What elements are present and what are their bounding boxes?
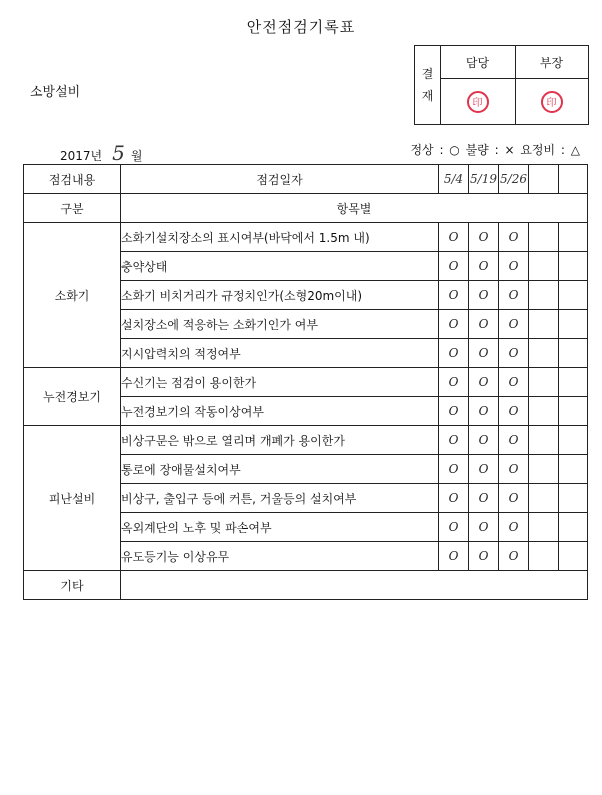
table-row [24, 368, 588, 397]
check-mark [529, 339, 559, 368]
check-mark: O [499, 484, 529, 513]
check-mark [529, 397, 559, 426]
check-mark: O [439, 542, 469, 571]
check-mark [529, 426, 559, 455]
check-mark [559, 397, 588, 426]
check-mark [529, 368, 559, 397]
check-item: 지시압력치의 적정여부 [121, 339, 439, 368]
check-mark [529, 223, 559, 252]
approval-col-director [515, 46, 588, 124]
check-mark [559, 426, 588, 455]
approval-col2-header: 부장 [515, 46, 588, 79]
check-mark: O [439, 310, 469, 339]
check-mark [529, 455, 559, 484]
check-item: 충약상태 [121, 252, 439, 281]
check-mark: O [499, 368, 529, 397]
other-notes-area [121, 571, 588, 600]
check-mark: O [439, 252, 469, 281]
check-mark: O [499, 397, 529, 426]
date-cell: 5/19 [469, 165, 499, 194]
check-mark [529, 484, 559, 513]
check-mark [559, 455, 588, 484]
check-item: 누전경보기의 작동이상여부 [121, 397, 439, 426]
check-mark [559, 281, 588, 310]
check-mark: O [499, 542, 529, 571]
date-cell [529, 165, 559, 194]
check-mark: O [469, 223, 499, 252]
check-item: 수신기는 점검이 용이한가 [121, 368, 439, 397]
check-mark: O [499, 513, 529, 542]
date-cell [559, 165, 588, 194]
date-cell: 5/4 [439, 165, 469, 194]
approval-col-manager [440, 46, 516, 124]
approval-side-label-1: 결 [421, 67, 434, 81]
seal-stamp-icon: 印 [467, 91, 489, 113]
check-mark [559, 252, 588, 281]
check-mark [529, 542, 559, 571]
check-mark: O [469, 426, 499, 455]
inspection-table [23, 164, 588, 600]
check-mark: O [499, 252, 529, 281]
table-row [24, 223, 588, 252]
inspection-subject: 소방설비 [30, 85, 81, 100]
page-title: 안전점검기록표 [246, 18, 356, 36]
items-header: 항목별 [121, 194, 588, 223]
check-mark: O [439, 426, 469, 455]
check-item: 소화기설치장소의 표시여부(바닥에서 1.5m 내) [121, 223, 439, 252]
check-mark: O [469, 542, 499, 571]
check-mark: O [469, 252, 499, 281]
check-item: 비상구, 출입구 등에 커튼, 거울등의 설치여부 [121, 484, 439, 513]
check-mark [559, 223, 588, 252]
check-mark: O [469, 455, 499, 484]
year: 2017년 [60, 149, 103, 163]
check-mark: O [499, 426, 529, 455]
check-mark [529, 281, 559, 310]
check-item: 소화기 비치거리가 규정치인가(소형20m이내) [121, 281, 439, 310]
check-item: 통로에 장애물설치여부 [121, 455, 439, 484]
month-suffix: 월 [130, 149, 143, 163]
check-mark [529, 513, 559, 542]
check-mark: O [469, 513, 499, 542]
check-mark [559, 310, 588, 339]
check-mark [529, 252, 559, 281]
check-mark: O [469, 281, 499, 310]
check-mark: O [469, 310, 499, 339]
check-mark [529, 310, 559, 339]
check-mark [559, 368, 588, 397]
check-mark [559, 513, 588, 542]
check-mark: O [499, 310, 529, 339]
check-mark: O [439, 513, 469, 542]
seal-stamp-icon: 印 [541, 91, 563, 113]
approval-side-label-2: 재 [421, 89, 434, 103]
check-item: 옥외계단의 노후 및 파손여부 [121, 513, 439, 542]
check-mark [559, 484, 588, 513]
check-item: 비상구문은 밖으로 열리며 개폐가 용이한가 [121, 426, 439, 455]
check-mark: O [469, 339, 499, 368]
check-mark: O [439, 455, 469, 484]
other-label: 기타 [24, 571, 121, 600]
month-handwritten: 5 [112, 141, 125, 165]
header-label: 점검내용 [24, 165, 121, 194]
check-mark: O [499, 223, 529, 252]
approval-box [414, 45, 589, 125]
check-mark: O [499, 281, 529, 310]
check-mark: O [439, 397, 469, 426]
check-mark: O [439, 223, 469, 252]
approval-col1-header: 담당 [440, 46, 515, 79]
date-line [60, 141, 142, 165]
table-row [24, 426, 588, 455]
category-header: 구분 [24, 194, 121, 223]
check-item: 유도등기능 이상유무 [121, 542, 439, 571]
approval-side-label [415, 46, 441, 124]
group-name: 소화기 [24, 223, 121, 368]
check-mark [559, 339, 588, 368]
date-cell: 5/26 [499, 165, 529, 194]
date-header: 점검일자 [121, 165, 439, 194]
group-name: 누전경보기 [24, 368, 121, 426]
check-item: 설치장소에 적응하는 소화기인가 여부 [121, 310, 439, 339]
check-mark: O [439, 281, 469, 310]
legend: 정상 : ○ 불량 : × 요정비 : △ [410, 143, 580, 157]
check-mark: O [469, 484, 499, 513]
check-mark: O [499, 339, 529, 368]
check-mark: O [439, 368, 469, 397]
check-mark: O [439, 484, 469, 513]
check-mark: O [439, 339, 469, 368]
check-mark: O [499, 455, 529, 484]
check-mark: O [469, 368, 499, 397]
group-name: 피난설비 [24, 426, 121, 571]
check-mark [559, 542, 588, 571]
check-mark: O [469, 397, 499, 426]
